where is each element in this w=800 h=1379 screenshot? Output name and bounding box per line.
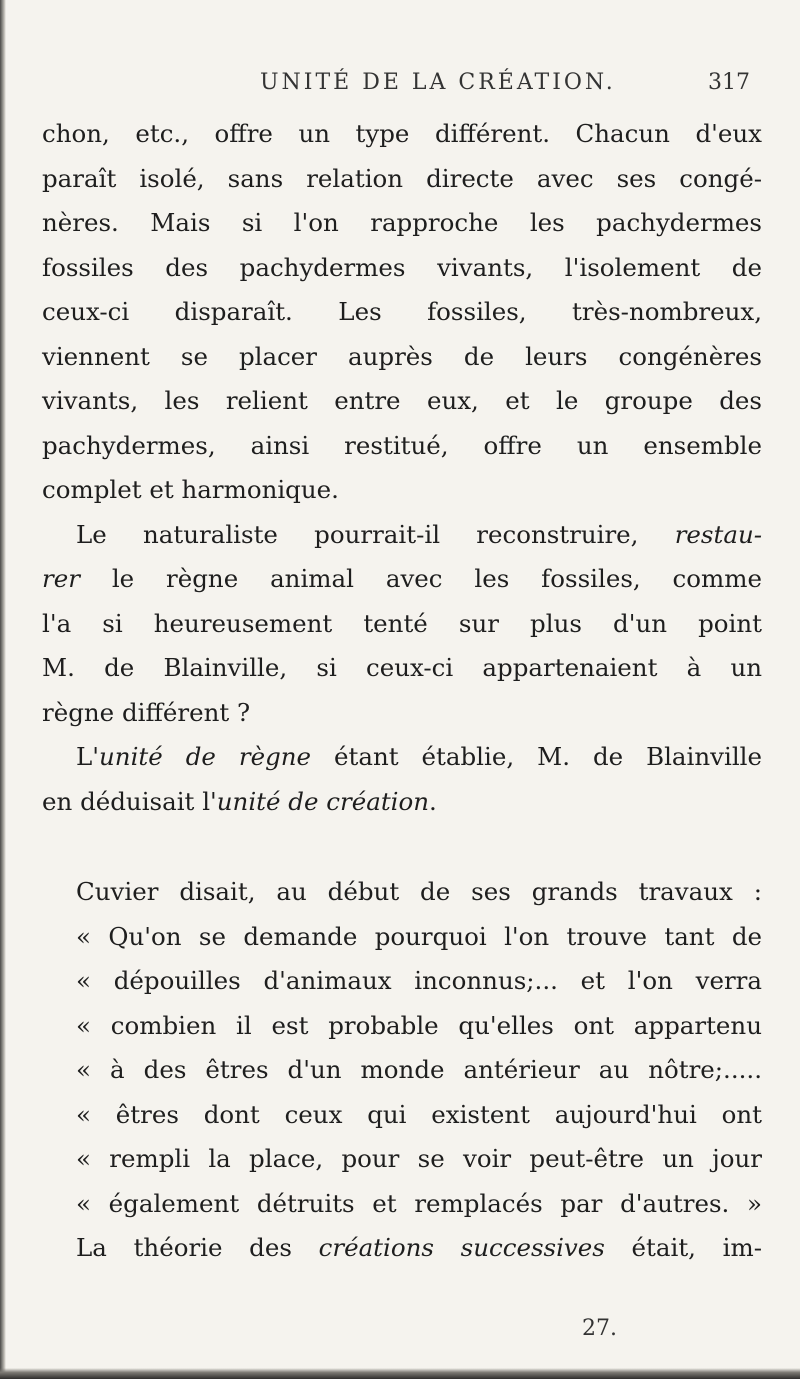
text-span: . (429, 786, 437, 816)
page-left-edge-shadow (0, 0, 6, 1379)
text-line: viennent se placer auprès de leurs congénères (42, 341, 762, 371)
section-gap (42, 824, 762, 870)
signature-mark: 27. (582, 1316, 617, 1341)
italic-span: unité de règne (99, 742, 312, 771)
italic-span: unité de création (216, 786, 430, 816)
text-line: l'a si heureusement tenté sur plus d'un point (42, 608, 762, 638)
italic-span: restau- (674, 519, 762, 549)
paragraph-naturaliste (42, 513, 762, 736)
text-line: « Qu'on se demande pourquoi l'on trouve tant de (76, 921, 762, 951)
text-span: La théorie des (76, 1233, 319, 1262)
text-line: vivants, les relient entre eux, et le groupe des (42, 386, 762, 415)
text-line (42, 1226, 762, 1271)
text-span: étant établie, M. de Blainville (311, 742, 763, 771)
text-line: fossiles des pachydermes vivants, l'isolement de (42, 252, 762, 282)
text-line: pachydermes, ainsi restitué, offre un ensemble (42, 430, 762, 460)
paragraph-unite (42, 735, 762, 824)
paragraph-theorie (42, 1226, 762, 1271)
text-line: ceux-ci disparaît. Les fossiles, très-nombreux, (42, 297, 762, 326)
running-title: UNITÉ DE LA CRÉATION. (260, 70, 616, 95)
text-line: « à des êtres d'un monde antérieur au nôtre;..... (76, 1055, 762, 1084)
text-span: en déduisait l' (42, 786, 217, 816)
paragraph-pachydermes (42, 112, 762, 513)
text-line: complet et harmonique. (42, 475, 339, 504)
page-bottom-edge-shadow (0, 1368, 800, 1379)
text-line: « combien il est probable qu'elles ont appartenu (76, 1010, 762, 1040)
text-line: « rempli la place, pour se voir peut-être un jour (76, 1144, 762, 1173)
italic-span: créations successives (318, 1233, 605, 1262)
page-number: 317 (708, 70, 750, 95)
text-line (42, 735, 762, 780)
running-head (60, 70, 750, 100)
text-line: « êtres dont ceux qui existent aujourd'hui ont (76, 1099, 762, 1129)
text-span: L' (76, 742, 100, 771)
text-line: Cuvier disait, au début de ses grands travaux : (76, 877, 762, 906)
text-line (42, 780, 762, 825)
text-line (42, 513, 762, 558)
text-span: était, im- (604, 1233, 762, 1262)
page-text (42, 112, 762, 1271)
text-span: Le naturaliste pourrait-il reconstruire, (76, 519, 675, 549)
text-line: règne différent ? (42, 697, 251, 727)
text-line: M. de Blainville, si ceux-ci appartenaient à un (42, 653, 762, 682)
text-span: le règne animal avec les fossiles, comme (79, 564, 762, 593)
text-line: nères. Mais si l'on rapproche les pachydermes (42, 208, 762, 237)
text-line: « dépouilles d'animaux inconnus;... et l'on verra (76, 966, 762, 995)
italic-span: rer (42, 564, 80, 593)
paragraph-cuvier-quote (42, 870, 762, 1226)
text-line (42, 557, 762, 602)
text-line: paraît isolé, sans relation directe avec ses congé- (42, 163, 762, 193)
text-line: chon, etc., offre un type différent. Chacun d'eux (42, 119, 762, 148)
text-line: « également détruits et remplacés par d'autres. » (76, 1188, 762, 1218)
